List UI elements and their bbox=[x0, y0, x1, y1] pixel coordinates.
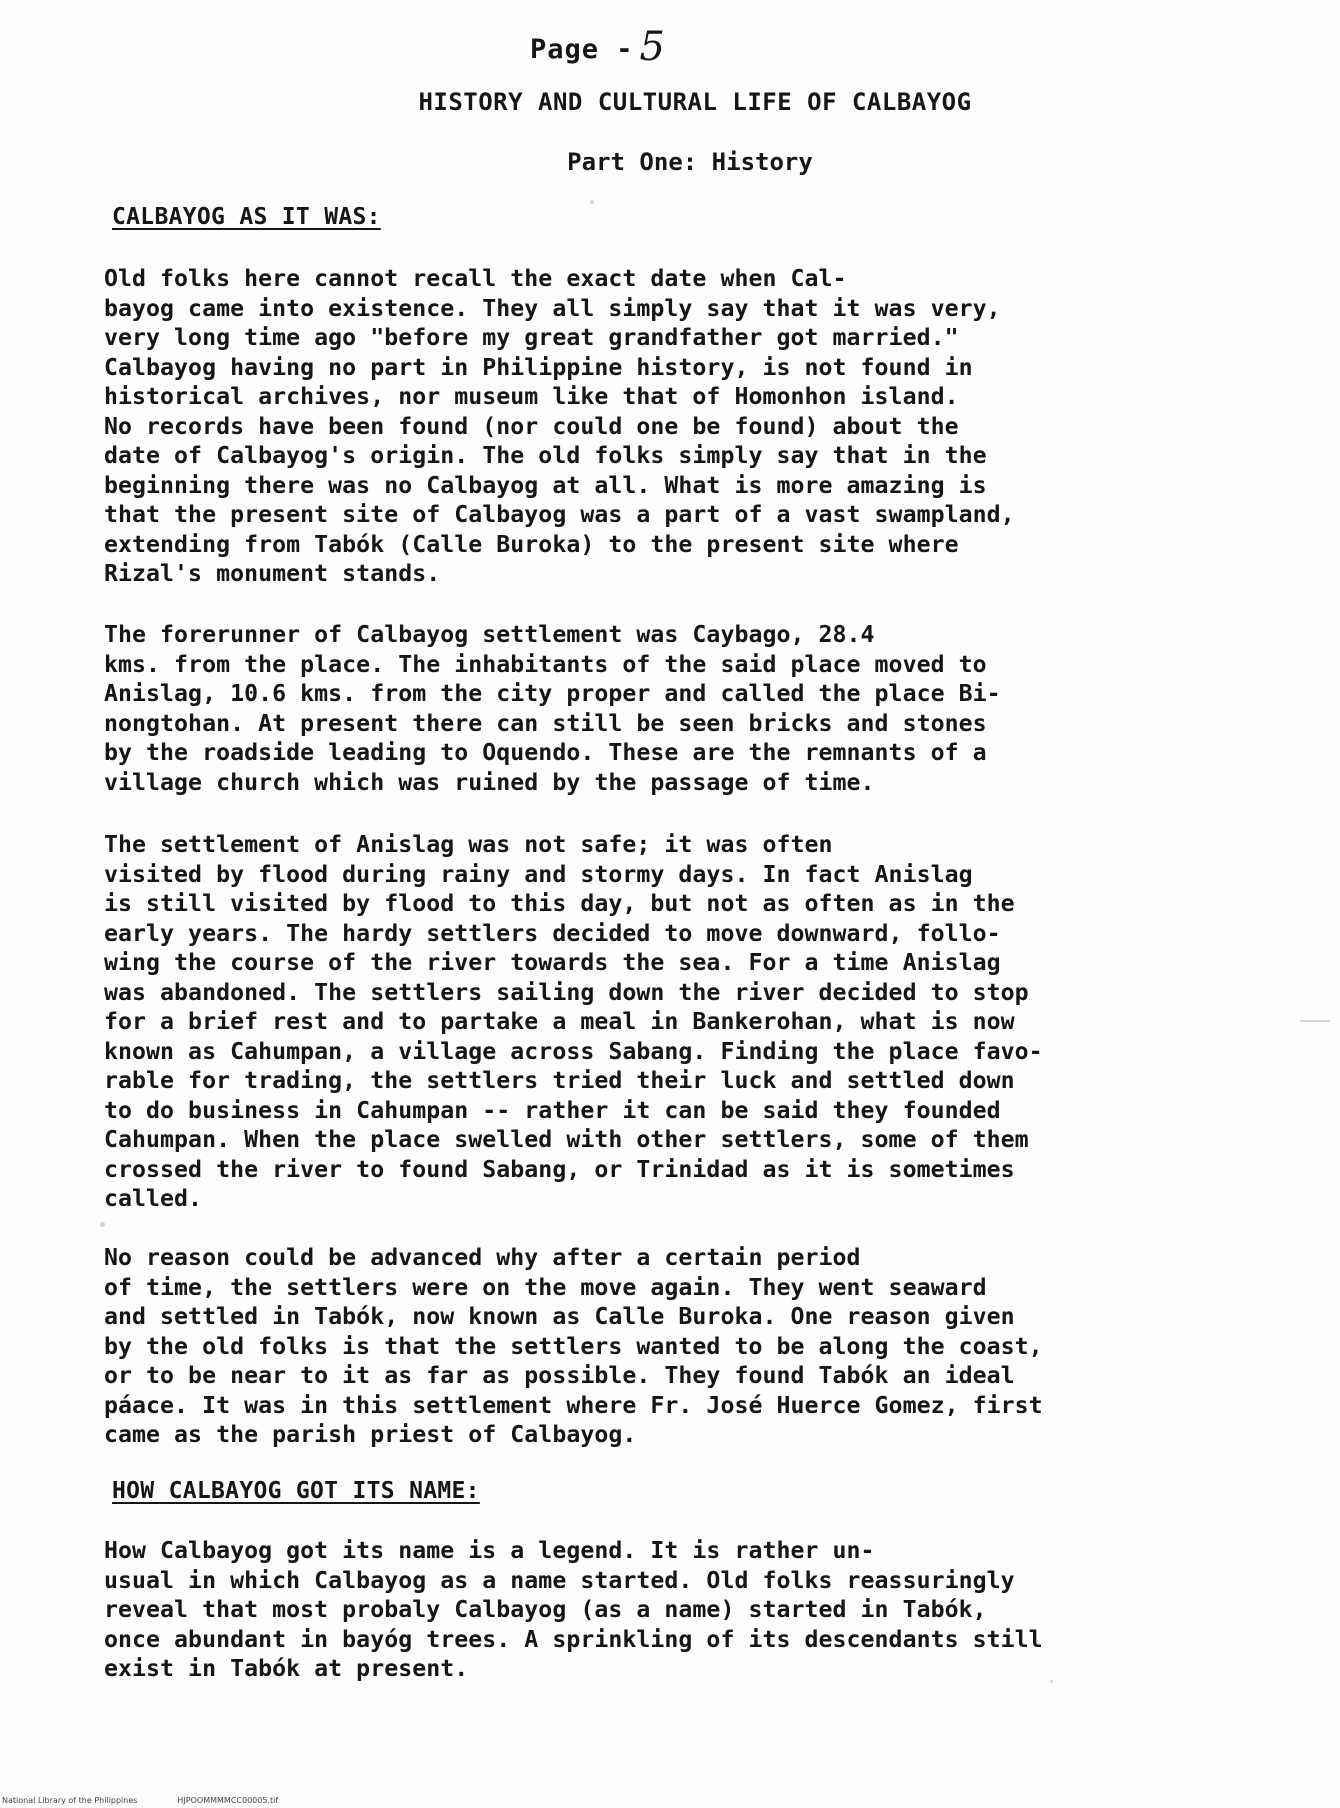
paragraph-4: No reason could be advanced why after a certain period of time, the settlers were on the move again. They went seaward and settled in Tabók, now known as Calle Buroka. One reason given by the old folks is that the settlers wanted to be along the coast, or to be near to it as far as possible. They found Tabók an ideal páace. It was in this settlement where Fr. José Huerce Gomez, first came as the parish priest of Calbayog. bbox=[104, 1244, 1043, 1448]
document-title: HISTORY AND CULTURAL LIFE OF CALBAYOG bbox=[418, 88, 972, 116]
paragraph-1: Old folks here cannot recall the exact date when Cal- bayog came into existence. They all simply say that it was very, very long time ago "before my great grandfather got married." Calbayog having no part in Philippine history, is not found in historical archives, nor museum like that of Homonhon island. No records have been found (nor could one be found) about the date of Calbayog's origin. The old folks simply say that in the beginning there was no Calbayog at all. What is more amazing is that the present site of Calbayog was a part of a vast swampland, extending from Tabók (Calle Buroka) to the present site where Rizal's monument stands. bbox=[104, 265, 1015, 587]
scan-mark bbox=[1300, 1020, 1330, 1022]
section-heading-calbayog-as-it-was: CALBAYOG AS IT WAS: bbox=[112, 204, 381, 230]
scan-speck bbox=[590, 200, 594, 204]
paragraph-2: The forerunner of Calbayog settlement was Caybago, 28.4 kms. from the place. The inhabitants of the said place moved to Anislag, 10.6 kms. from the city proper and called the place Bi- nongtohan. At present there can still be seen bricks and stones by the roadside leading to Oquendo. These are the remnants of a village church which was ruined by the passage of time. bbox=[104, 621, 1001, 796]
footer-library: National Library of the Philippines bbox=[2, 1796, 138, 1805]
handwritten-page-number: 5 bbox=[639, 24, 666, 70]
page-number bbox=[530, 22, 666, 68]
scan-footer bbox=[2, 1796, 278, 1805]
footer-file: HJPOOMMMMCC00005.tif bbox=[177, 1796, 279, 1805]
section-heading-how-calbayog-got-its-name: HOW CALBAYOG GOT ITS NAME: bbox=[112, 1478, 480, 1504]
scan-speck bbox=[1050, 1680, 1053, 1683]
scan-speck bbox=[100, 1222, 105, 1227]
paragraph-3: The settlement of Anislag was not safe; it was often visited by flood during rainy and stormy days. In fact Anislag is still visited by flood to this day, but not as often as in the early years. The hardy settlers decided to move downward, follo- wing the course of the river towards the sea. For a time Anislag was abandoned. The settlers sailing down the river decided to stop for a brief rest and to partake a meal in Bankerohan, what is now known as Cahumpan, a village across Sabang. Finding the place favo- rable for trading, the settlers tried their luck and settled down to do business in Cahumpan -- rather it can be said they founded Cahumpan. When the place swelled with other settlers, some of them crossed the river to found Sabang, or Trinidad as it is sometimes called. bbox=[104, 831, 1043, 1212]
part-title: Part One: History bbox=[567, 148, 813, 176]
page-label: Page - bbox=[530, 34, 634, 65]
paragraph-5: How Calbayog got its name is a legend. It is rather un- usual in which Calbayog as a name started. Old folks reassuringly reveal that most probaly Calbayog (as a name) started in Tabók, once abundant in bayóg trees. A sprinkling of its descendants still exist in Tabók at present. bbox=[104, 1537, 1043, 1682]
